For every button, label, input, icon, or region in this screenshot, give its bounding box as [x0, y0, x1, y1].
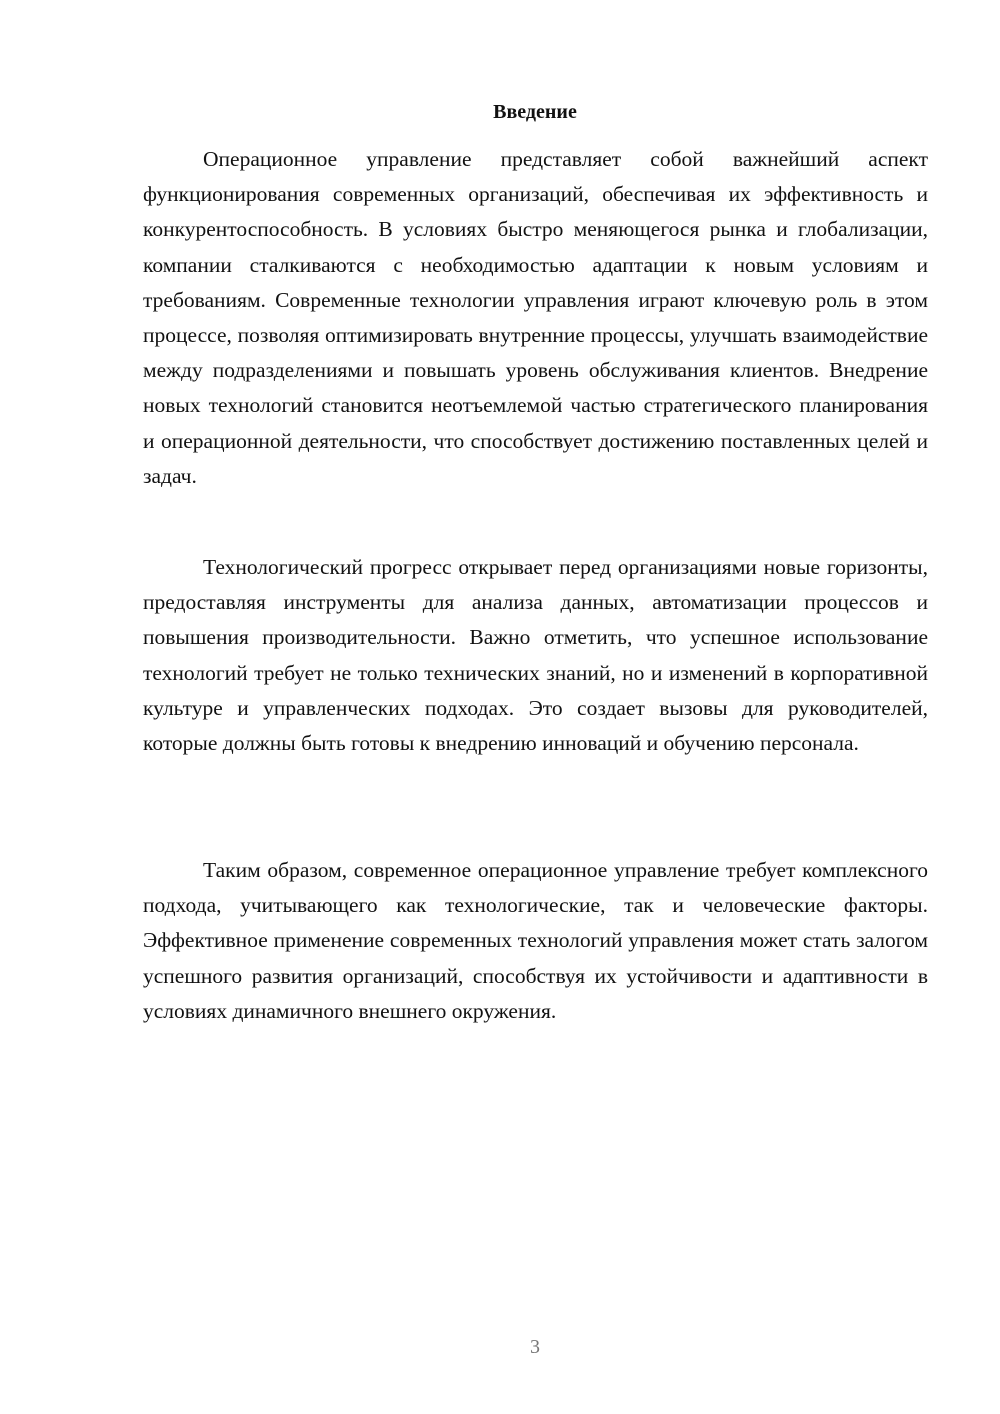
paragraph-3: Таким образом, современное операционное управление требует комплексного подхода, учитывающего как технологические, так и человеческие факторы. Эффективное применение современных технологий управления может стать залогом успешного развития организаций, способствуя их устойчивости и адаптивности в условиях динамичного внешнего окружения.	[143, 858, 928, 1023]
section-heading: Введение	[493, 101, 577, 123]
paragraph-2: Технологический прогресс открывает перед организациями новые горизонты, предоставляя инструменты для анализа данных, автоматизации процессов и повышения производительности. Важно отметить, что успешное использование технологий требует не только технических знаний, но и изменений в корпоративной культуре и управленческих подходах. Это создает вызовы для руководителей, которые должны быть готовы к внедрению инноваций и обучению персонала.	[143, 555, 928, 756]
paragraph-1: Операционное управление представляет собой важнейший аспект функционирования современных организаций, обеспечивая их эффективность и конкурентоспособность. В условиях быстро меняющегося рынка и глобализации, компании сталкиваются с необходимостью адаптации к новым условиям и требованиям. Современные технологии управления играют ключевую роль в этом процессе, позволяя оптимизировать внутренние процессы, улучшать взаимодействие между подразделениями и повышать уровень обслуживания клиентов. Внедрение новых технологий становится неотъемлемой частью стратегического планирования и операционной деятельности, что способствует достижению поставленных целей и задач.	[143, 147, 928, 488]
page-number: 3	[530, 1336, 540, 1358]
